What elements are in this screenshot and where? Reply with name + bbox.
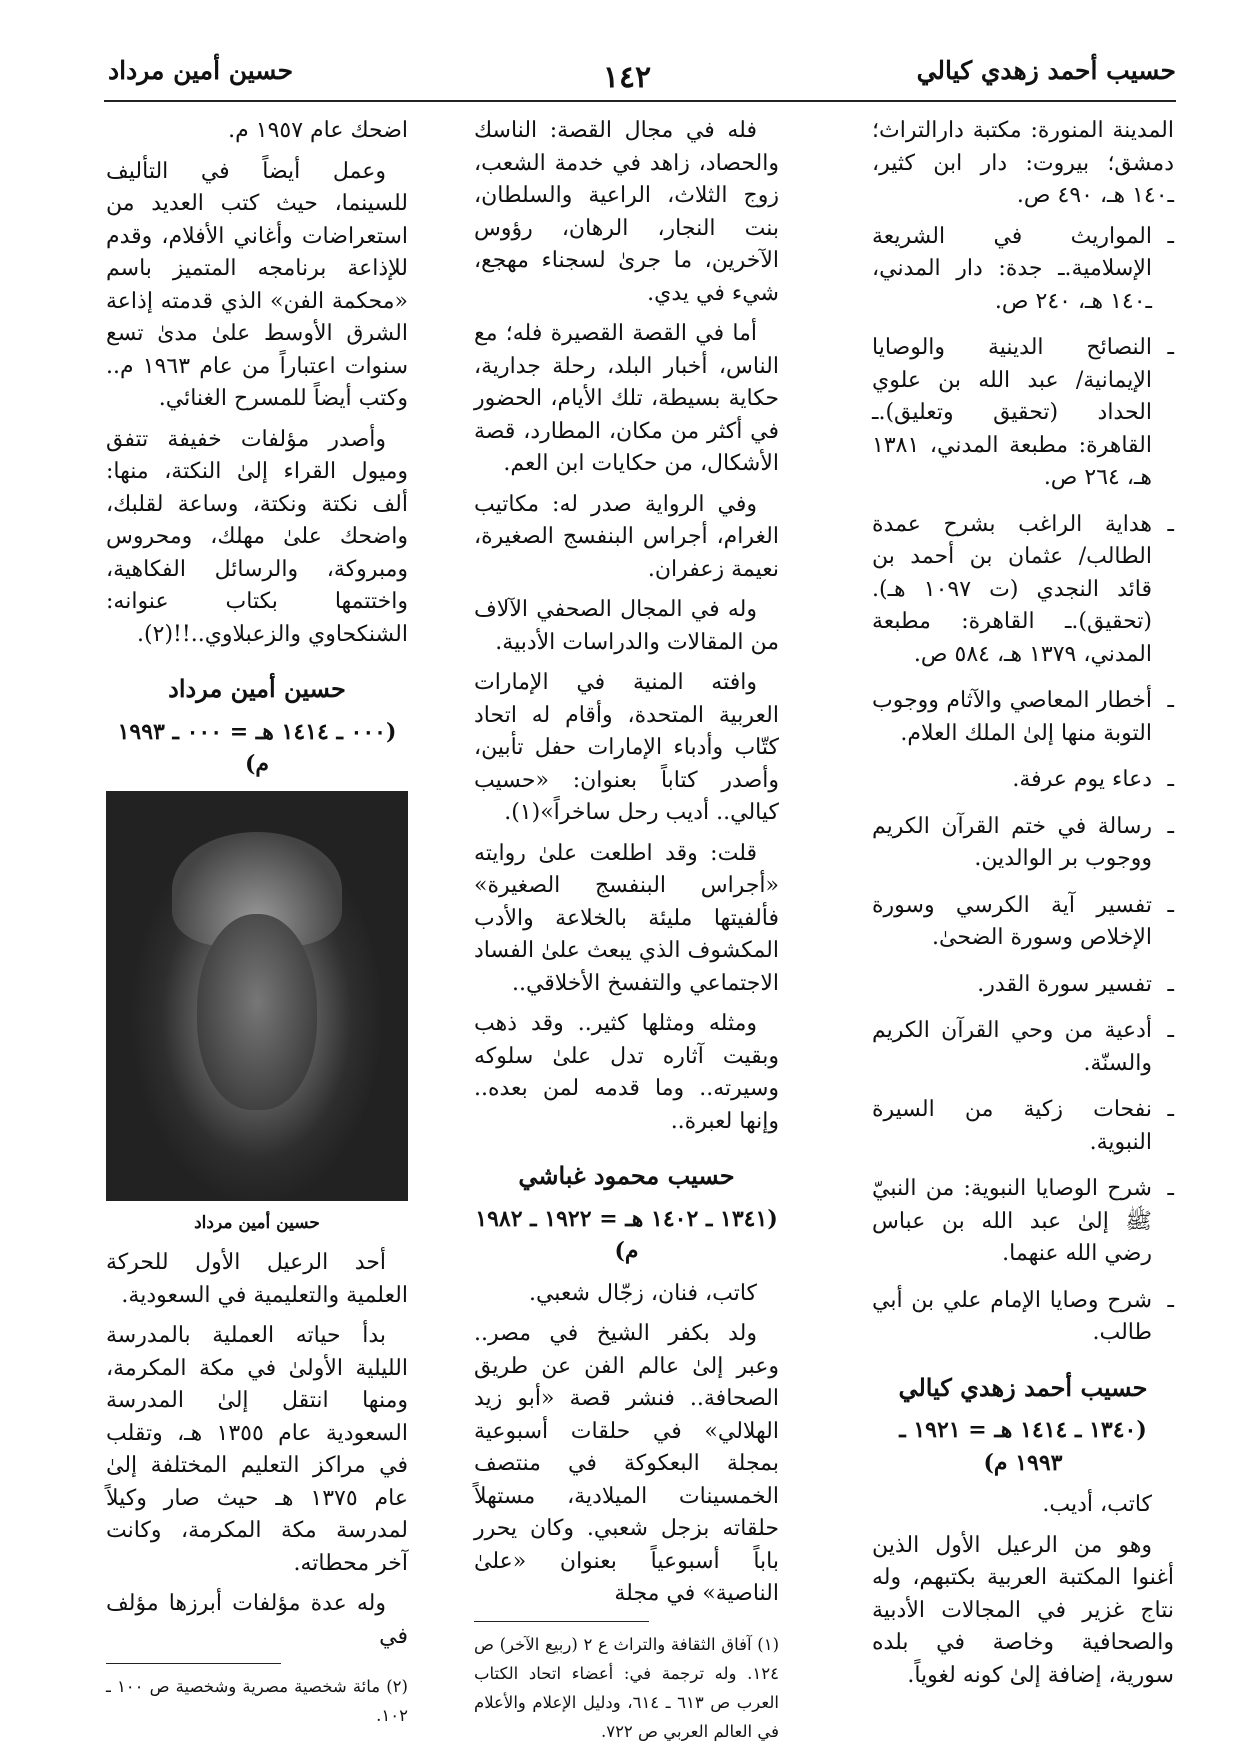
column-right	[872, 115, 1174, 1700]
list-item: ـ تفسير آية الكرسي وسورة الإخلاص وسورة الضحىٰ.	[872, 890, 1174, 955]
entry-paragraph: وعمل أيضاً في التأليف للسينما، حيث كتب العديد من استعراضات وأغاني الأفلام، وقدم للإذاعة برنامجه المتميز باسم «محكمة الفن» الذي قدمته إذاعة الشرق الأوسط علىٰ مدىٰ تسع سنوات اعتباراً من عام ١٩٦٣ م.. وكتب أيضاً للمسرح الغنائي.	[106, 158, 408, 411]
entry-paragraph: وهو من الرعيل الأول الذين أغنوا المكتبة العربية بكتبهم، وله نتاج غزير في المجالات الأدبية والصحافية وخاصة في بلده سورية، إضافة إلىٰ كونه لغوياً.	[872, 1532, 1174, 1688]
entry-title: حسين أمين مرداد	[168, 674, 346, 703]
entry-paragraph: اضحك عام ١٩٥٧ م.	[228, 118, 408, 143]
entry-paragraph: وله في المجال الصحفي الآلاف من المقالات والدراسات الأدبية.	[474, 597, 779, 655]
list-item: ـ رسالة في ختم القرآن الكريم ووجوب بر الوالدين.	[872, 811, 1174, 876]
list-item: ـ المواريث في الشريعة الإسلامية.ـ جدة: دار المدني، ـ١٤٠ هـ، ٢٤٠ ص.	[872, 221, 1174, 319]
column-left	[106, 115, 408, 1738]
entry-paragraph: ومثله ومثلها كثير.. وقد ذهب وبقيت آثاره تدل علىٰ سلوكه وسيرته.. وما قدمه لمن بعده.. وإنها لعبرة..	[474, 1011, 779, 1134]
list-item: ـ أدعية من وحي القرآن الكريم والسنّة.	[872, 1015, 1174, 1080]
list-item: ـ شرح وصايا الإمام علي بن أبي طالب.	[872, 1285, 1174, 1350]
footnote: (٢) مائة شخصية مصرية وشخصية ص ١٠٠ ـ ١٠٢.	[106, 1677, 408, 1725]
list-item: ـ نفحات زكية من السيرة النبوية.	[872, 1094, 1174, 1159]
entry-paragraph: كاتب، أديب.	[1042, 1492, 1152, 1517]
entry-paragraph: فله في مجال القصة: الناسك والحصاد، زاهد في خدمة الشعب، زوج الثلاث، الراعية والسلطان، بنت النجار، الرهان، رؤوس الآخرين، ما جرىٰ لسجناء مهجع، شيء في يدي.	[474, 118, 779, 306]
entry-paragraph: وله عدة مؤلفات أبرزها مؤلف في	[106, 1591, 408, 1649]
entry-paragraph: أحد الرعيل الأول للحركة العلمية والتعليمية في السعودية.	[106, 1250, 408, 1308]
list-item: ـ هداية الراغب بشرح عمدة الطالب/ عثمان بن أحمد بن قائد النجدي (ت ١٠٩٧ هـ). (تحقيق).ـ القاهرة: مطبعة المدني، ١٣٧٩ هـ، ٥٨٤ ص.	[872, 509, 1174, 672]
entry-paragraph: وافته المنية في الإمارات العربية المتحدة، وأقام له اتحاد كتّاب وأدباء الإمارات حفل تأبين، وأصدر كتاباً بعنوان: «حسيب كيالي.. أديب رحل ساخراً»(١).	[474, 670, 779, 825]
footnote-rule	[106, 1663, 281, 1664]
portrait-photo	[106, 791, 408, 1201]
entry-paragraph: أما في القصة القصيرة فله؛ مع الناس، أخبار البلد، رحلة جدارية، حكاية بسيطة، تلك الأيام، الحضور في أكثر من مكان، المطارد، قصة الأشكال، من حكايات ابن العم.	[474, 321, 779, 476]
list-item: ـ أخطار المعاصي والآثام ووجوب التوبة منها إلىٰ الملك العلام.	[872, 685, 1174, 750]
page-number: ١٤٢	[602, 60, 652, 95]
portrait-face	[197, 914, 318, 1111]
entry-paragraph: ولد بكفر الشيخ في مصر.. وعبر إلىٰ عالم الفن عن طريق الصحافة.. فنشر قصة «أبو زيد الهلالي» في حلقات أسبوعية بمجلة البعكوكة في منتصف الخمسينات الميلادية، مستهلاً حلقاته بزجل شعبي. وكان يحرر باباً أسبوعياً بعنوان «علىٰ الناصية» في مجلة	[474, 1321, 779, 1606]
entry-title: حسيب أحمد زهدي كيالي	[898, 1372, 1148, 1402]
column-middle	[474, 115, 779, 1754]
entry-dates: (١٣٤١ ـ ١٤٠٢ هـ = ١٩٢٢ ـ ١٩٨٢ م)	[475, 1205, 778, 1264]
footnote-rule	[474, 1621, 649, 1622]
photo-caption: حسين أمين مرداد	[194, 1212, 320, 1233]
list-item: ـ دعاء يوم عرفة.	[872, 764, 1174, 797]
header-rule	[104, 100, 1176, 102]
running-header-left: حسين أمين مرداد	[108, 56, 294, 85]
entry-paragraph: بدأ حياته العملية بالمدرسة الليلية الأولىٰ في مكة المكرمة، ومنها انتقل إلىٰ المدرسة السعودية عام ١٣٥٥ هـ، وتقلب في مراكز التعليم المختلفة إلىٰ عام ١٣٧٥ هـ حيث صار وكيلاً لمدرسة مكة المكرمة، وكانت آخر محطاته.	[106, 1323, 408, 1576]
bibliography-intro: المدينة المنورة: مكتبة دارالتراث؛ دمشق؛ بيروت: دار ابن كثير، ـ١٤٠ هـ، ٤٩٠ ص.	[872, 118, 1174, 208]
list-item: ـ النصائح الدينية والوصايا الإيمانية/ عبد الله بن علوي الحداد (تحقيق وتعليق).ـ القاهرة: مطبعة المدني، ١٣٨١ هـ، ٢٦٤ ص.	[872, 332, 1174, 495]
bibliography-list	[872, 221, 1174, 1350]
list-item: ـ شرح الوصايا النبوية: من النبيّ ﷺ إلىٰ عبد الله بن عباس رضي الله عنهما.	[872, 1173, 1174, 1271]
running-header-right: حسيب أحمد زهدي كيالي	[916, 56, 1176, 85]
entry-dates: (١٣٤٠ ـ ١٤١٤ هـ = ١٩٢١ ـ ١٩٩٣ م)	[899, 1417, 1147, 1476]
footnote: (١) آفاق الثقافة والتراث ع ٢ (ربيع الآخر) ص ١٢٤. وله ترجمة في: أعضاء اتحاد الكتاب العرب ص ٦١٣ ـ ٦١٤، ودليل الإعلام والأعلام في العالم العربي ص ٧٢٢.	[474, 1634, 779, 1741]
entry-dates: (٠٠٠ ـ ١٤١٤ هـ = ٠٠٠ ـ ١٩٩٣ م)	[117, 718, 397, 777]
entry-paragraph: كاتب، فنان، زجّال شعبي.	[528, 1280, 757, 1306]
entry-title: حسيب محمود غباشي	[518, 1161, 735, 1190]
list-item: ـ تفسير سورة القدر.	[872, 969, 1174, 1002]
entry-paragraph: قلت: وقد اطلعت علىٰ روايته «أجراس البنفسج الصغيرة» فألفيتها مليئة بالخلاعة والأدب المكشوف الذي يبعث علىٰ الفساد الاجتماعي والتفسخ الأخلاقي..	[474, 840, 779, 996]
entry-paragraph: وفي الرواية صدر له: مكاتيب الغرام، أجراس البنفسج الصغيرة، نعيمة زعفران.	[474, 491, 779, 582]
entry-paragraph: وأصدر مؤلفات خفيفة تتفق وميول القراء إلىٰ النكتة، منها: ألف نكتة ونكتة، وساعة لقلبك، واضحك علىٰ مهلك، ومحروس ومبروكة، والرسائل الفكاهية، واختتمها بكتاب عنوانه: الشنكحاوي والزعبلاوي..!!(٢).	[106, 426, 408, 647]
